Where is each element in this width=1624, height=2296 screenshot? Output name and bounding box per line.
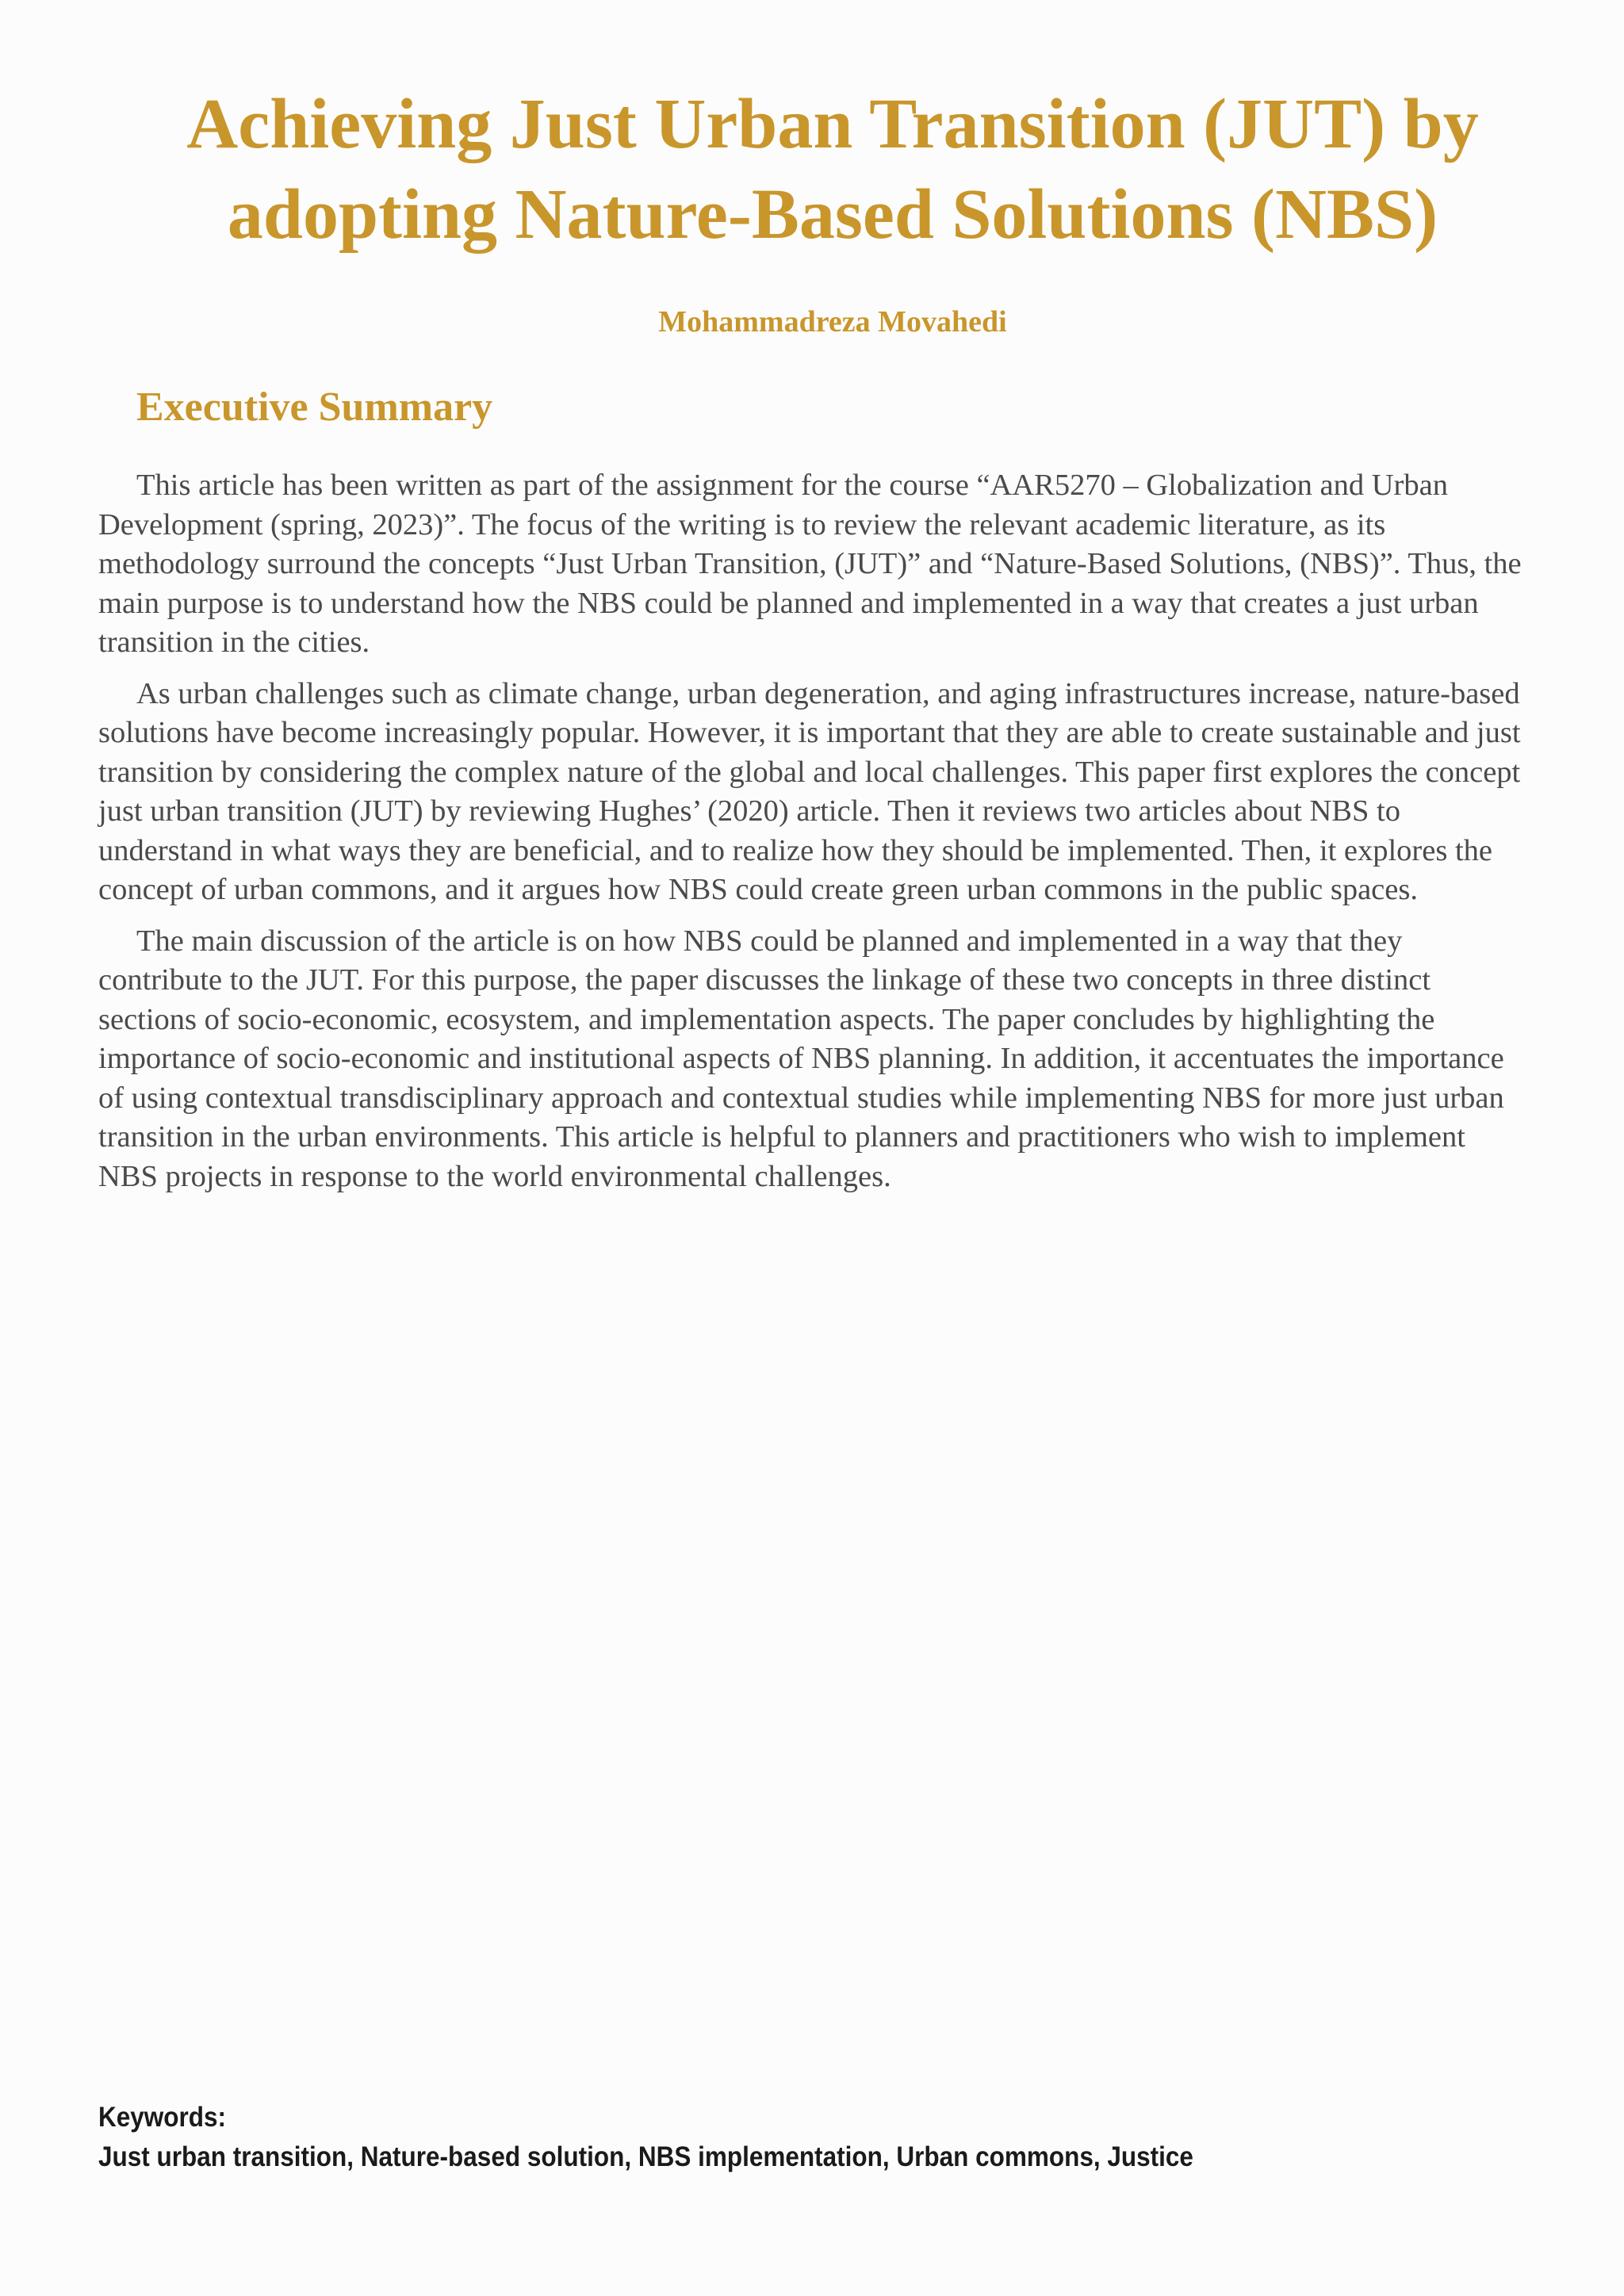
- document-title: [79, 79, 1586, 260]
- author-name: Mohammadreza Movahedi: [658, 305, 1007, 339]
- summary-paragraph-2: As urban challenges such as climate change, urban degeneration, and aging infrastructures increase, nature-based solutions have become increasingly popular. However, it is important that they are able to create sustainable and just transition by considering the complex nature of the global and local challenges. This paper first explores the concept just urban transition (JUT) by reviewing Hughes’ (2020) article. Then it reviews two articles about NBS to understand in what ways they are beneficial, and to realize how they should be implemented. Then, it explores the concept of urban commons, and it argues how NBS could create green urban commons in the public spaces.: [98, 676, 1521, 906]
- summary-paragraph-1: This article has been written as part of the assignment for the course “AAR5270 – Globalization and Urban Development (spring, 2023)”. The focus of the writing is to review the relevant academic literature, as its methodology surround the concepts “Just Urban Transition, (JUT)” and “Nature-Based Solutions, (NBS)”. Thus, the main purpose is to understand how the NBS could be planned and implemented in a way that creates a just urban transition in the cities.: [98, 469, 1522, 659]
- summary-paragraph-3: The main discussion of the article is on how NBS could be planned and implemented in a way that they contribute to the JUT. For this purpose, the paper discusses the linkage of these two concepts in three distinct sections of socio-economic, ecosystem, and implementation aspects. The paper concludes by highlighting the importance of socio-economic and institutional aspects of NBS planning. In addition, it accentuates the importance of using contextual transdisciplinary approach and contextual studies while implementing NBS for more just urban transition in the urban environments. This article is helpful to planners and practitioners who wish to implement NBS projects in response to the world environmental challenges.: [98, 924, 1504, 1193]
- keywords-block: [98, 2098, 1440, 2177]
- section-heading-executive-summary: Executive Summary: [136, 385, 493, 430]
- executive-summary-body: [98, 466, 1532, 1208]
- keywords-label: Keywords:: [98, 2102, 227, 2133]
- title-line-2: adopting Nature-Based Solutions (NBS): [227, 175, 1438, 254]
- title-line-1: Achieving Just Urban Transition (JUT) by: [186, 85, 1479, 163]
- keywords-list: Just urban transition, Nature-based solution, NBS implementation, Urban commons, Justice: [98, 2141, 1193, 2172]
